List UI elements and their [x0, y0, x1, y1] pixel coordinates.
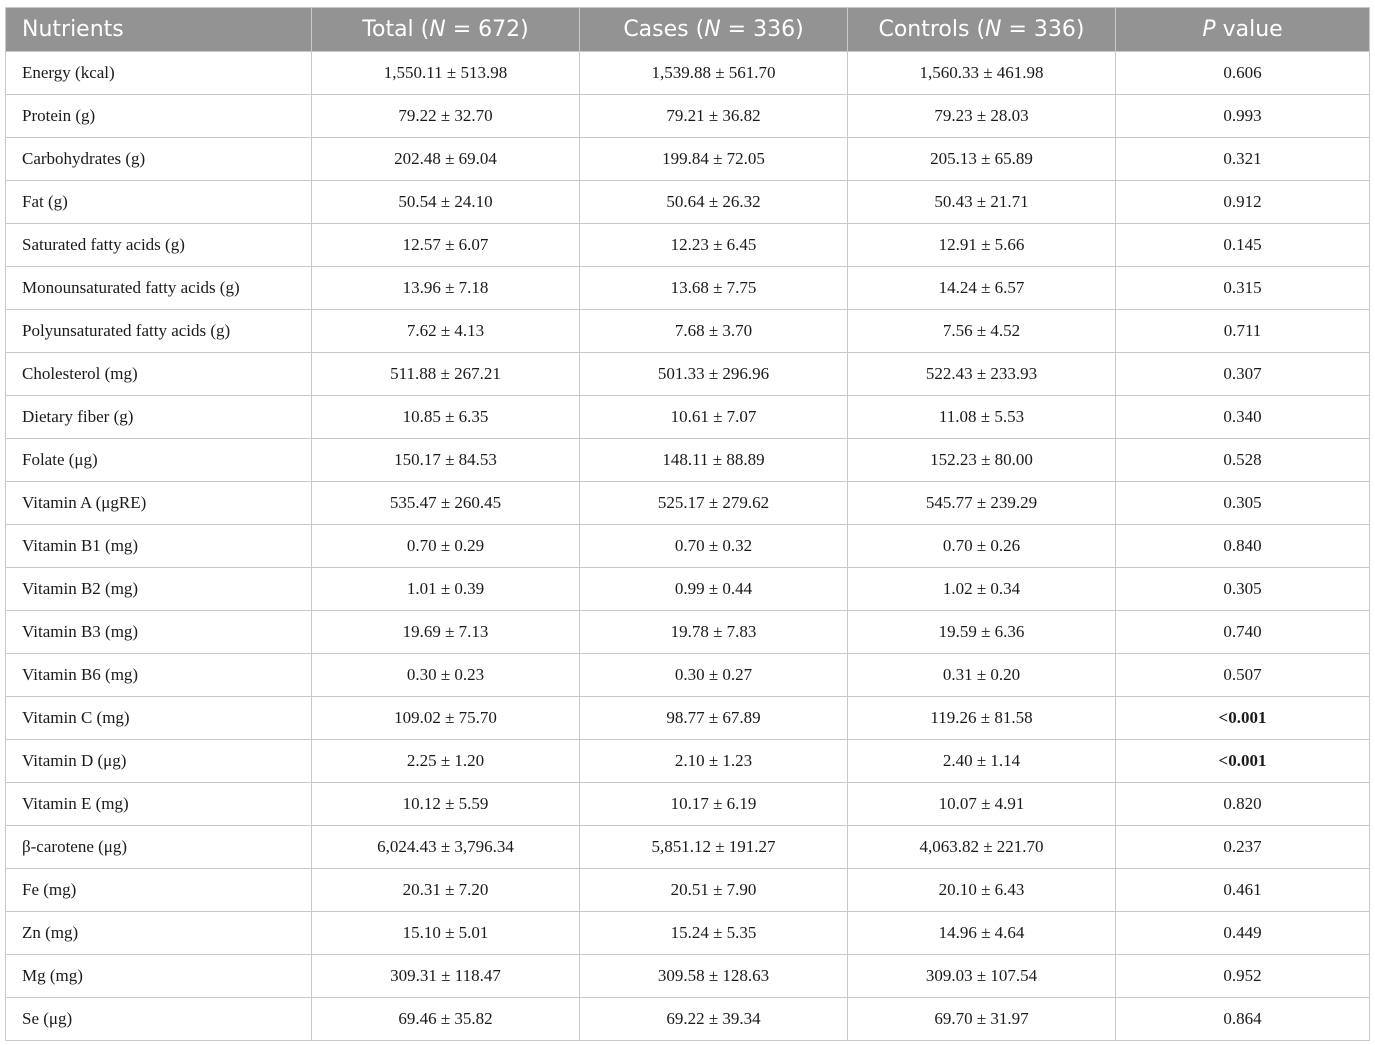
- p-value-cell: 0.864: [1116, 998, 1370, 1041]
- p-value-cell: 0.528: [1116, 439, 1370, 482]
- cases-cell: 10.17 ± 6.19: [580, 783, 848, 826]
- total-cell: 2.25 ± 1.20: [312, 740, 580, 783]
- nutrient-name-cell: β-carotene (μg): [6, 826, 312, 869]
- controls-cell: 19.59 ± 6.36: [848, 611, 1116, 654]
- nutrient-name-cell: Cholesterol (mg): [6, 353, 312, 396]
- header-total-n: N: [429, 17, 446, 42]
- cases-cell: 20.51 ± 7.90: [580, 869, 848, 912]
- p-value-cell: 0.307: [1116, 353, 1370, 396]
- total-cell: 50.54 ± 24.10: [312, 181, 580, 224]
- total-cell: 1.01 ± 0.39: [312, 568, 580, 611]
- controls-cell: 0.70 ± 0.26: [848, 525, 1116, 568]
- controls-cell: 119.26 ± 81.58: [848, 697, 1116, 740]
- header-total: [312, 8, 580, 52]
- header-cases: [580, 8, 848, 52]
- p-value-cell: 0.449: [1116, 912, 1370, 955]
- total-cell: 109.02 ± 75.70: [312, 697, 580, 740]
- cases-cell: 0.30 ± 0.27: [580, 654, 848, 697]
- nutrients-table: [5, 7, 1370, 1041]
- p-value-cell: 0.840: [1116, 525, 1370, 568]
- cases-cell: 0.70 ± 0.32: [580, 525, 848, 568]
- cases-cell: 98.77 ± 67.89: [580, 697, 848, 740]
- table-row: [6, 955, 1370, 998]
- nutrient-name-cell: Carbohydrates (g): [6, 138, 312, 181]
- total-cell: 511.88 ± 267.21: [312, 353, 580, 396]
- table-row: [6, 697, 1370, 740]
- cases-cell: 199.84 ± 72.05: [580, 138, 848, 181]
- controls-cell: 4,063.82 ± 221.70: [848, 826, 1116, 869]
- total-cell: 20.31 ± 7.20: [312, 869, 580, 912]
- table-row: [6, 267, 1370, 310]
- controls-cell: 69.70 ± 31.97: [848, 998, 1116, 1041]
- p-value-cell: 0.340: [1116, 396, 1370, 439]
- table-row: [6, 568, 1370, 611]
- table-row: [6, 611, 1370, 654]
- cases-cell: 79.21 ± 36.82: [580, 95, 848, 138]
- cases-cell: 5,851.12 ± 191.27: [580, 826, 848, 869]
- p-value-cell: 0.305: [1116, 482, 1370, 525]
- nutrient-name-cell: Vitamin A (μgRE): [6, 482, 312, 525]
- controls-cell: 79.23 ± 28.03: [848, 95, 1116, 138]
- nutrient-name-cell: Vitamin B3 (mg): [6, 611, 312, 654]
- controls-cell: 50.43 ± 21.71: [848, 181, 1116, 224]
- controls-cell: 7.56 ± 4.52: [848, 310, 1116, 353]
- cases-cell: 2.10 ± 1.23: [580, 740, 848, 783]
- p-value-cell: 0.993: [1116, 95, 1370, 138]
- controls-cell: 152.23 ± 80.00: [848, 439, 1116, 482]
- total-cell: 15.10 ± 5.01: [312, 912, 580, 955]
- total-cell: 7.62 ± 4.13: [312, 310, 580, 353]
- nutrient-name-cell: Vitamin B1 (mg): [6, 525, 312, 568]
- table-row: [6, 181, 1370, 224]
- table-row: [6, 138, 1370, 181]
- table-row: [6, 869, 1370, 912]
- cases-cell: 12.23 ± 6.45: [580, 224, 848, 267]
- controls-cell: 1,560.33 ± 461.98: [848, 52, 1116, 95]
- header-nutrients: [6, 8, 312, 52]
- nutrient-name-cell: Vitamin C (mg): [6, 697, 312, 740]
- controls-cell: 1.02 ± 0.34: [848, 568, 1116, 611]
- nutrient-name-cell: Mg (mg): [6, 955, 312, 998]
- total-cell: 69.46 ± 35.82: [312, 998, 580, 1041]
- p-value-cell: 0.315: [1116, 267, 1370, 310]
- cases-cell: 19.78 ± 7.83: [580, 611, 848, 654]
- header-row: [6, 8, 1370, 52]
- header-controls-n: N: [985, 17, 1002, 42]
- p-value-cell: 0.321: [1116, 138, 1370, 181]
- cases-cell: 501.33 ± 296.96: [580, 353, 848, 396]
- p-value-cell: 0.507: [1116, 654, 1370, 697]
- nutrient-name-cell: Fe (mg): [6, 869, 312, 912]
- cases-cell: 15.24 ± 5.35: [580, 912, 848, 955]
- p-value-cell: 0.740: [1116, 611, 1370, 654]
- p-value-cell: 0.305: [1116, 568, 1370, 611]
- table-row: [6, 912, 1370, 955]
- p-value-cell: <0.001: [1116, 740, 1370, 783]
- total-cell: 13.96 ± 7.18: [312, 267, 580, 310]
- table-row: [6, 353, 1370, 396]
- table-row: [6, 654, 1370, 697]
- nutrient-name-cell: Vitamin E (mg): [6, 783, 312, 826]
- p-value-cell: 0.237: [1116, 826, 1370, 869]
- header-cases-post: = 336): [720, 17, 804, 42]
- controls-cell: 11.08 ± 5.53: [848, 396, 1116, 439]
- header-total-pre: Total (: [362, 17, 430, 42]
- p-value-cell: 0.606: [1116, 52, 1370, 95]
- cases-cell: 13.68 ± 7.75: [580, 267, 848, 310]
- cases-cell: 309.58 ± 128.63: [580, 955, 848, 998]
- total-cell: 10.85 ± 6.35: [312, 396, 580, 439]
- header-controls-pre: Controls (: [878, 17, 986, 42]
- p-value-cell: 0.461: [1116, 869, 1370, 912]
- nutrient-name-cell: Energy (kcal): [6, 52, 312, 95]
- table-row: [6, 95, 1370, 138]
- table-row: [6, 52, 1370, 95]
- cases-cell: 1,539.88 ± 561.70: [580, 52, 848, 95]
- cases-cell: 69.22 ± 39.34: [580, 998, 848, 1041]
- p-value-cell: <0.001: [1116, 697, 1370, 740]
- controls-cell: 14.24 ± 6.57: [848, 267, 1116, 310]
- p-value-cell: 0.711: [1116, 310, 1370, 353]
- p-value-cell: 0.952: [1116, 955, 1370, 998]
- header-p-letter: P: [1202, 17, 1216, 42]
- total-cell: 0.30 ± 0.23: [312, 654, 580, 697]
- table-row: [6, 826, 1370, 869]
- table-row: [6, 783, 1370, 826]
- nutrient-name-cell: Monounsaturated fatty acids (g): [6, 267, 312, 310]
- nutrient-name-cell: Saturated fatty acids (g): [6, 224, 312, 267]
- nutrient-name-cell: Zn (mg): [6, 912, 312, 955]
- controls-cell: 205.13 ± 65.89: [848, 138, 1116, 181]
- total-cell: 19.69 ± 7.13: [312, 611, 580, 654]
- table-row: [6, 525, 1370, 568]
- cases-cell: 148.11 ± 88.89: [580, 439, 848, 482]
- total-cell: 79.22 ± 32.70: [312, 95, 580, 138]
- nutrient-name-cell: Folate (μg): [6, 439, 312, 482]
- p-value-cell: 0.912: [1116, 181, 1370, 224]
- header-controls-post: = 336): [1001, 17, 1085, 42]
- table-row: [6, 482, 1370, 525]
- total-cell: 12.57 ± 6.07: [312, 224, 580, 267]
- controls-cell: 20.10 ± 6.43: [848, 869, 1116, 912]
- table-row: [6, 310, 1370, 353]
- controls-cell: 2.40 ± 1.14: [848, 740, 1116, 783]
- nutrient-name-cell: Polyunsaturated fatty acids (g): [6, 310, 312, 353]
- total-cell: 535.47 ± 260.45: [312, 482, 580, 525]
- total-cell: 0.70 ± 0.29: [312, 525, 580, 568]
- controls-cell: 0.31 ± 0.20: [848, 654, 1116, 697]
- controls-cell: 309.03 ± 107.54: [848, 955, 1116, 998]
- controls-cell: 522.43 ± 233.93: [848, 353, 1116, 396]
- cases-cell: 7.68 ± 3.70: [580, 310, 848, 353]
- cases-cell: 50.64 ± 26.32: [580, 181, 848, 224]
- controls-cell: 12.91 ± 5.66: [848, 224, 1116, 267]
- total-cell: 202.48 ± 69.04: [312, 138, 580, 181]
- header-p-post: value: [1215, 17, 1283, 42]
- controls-cell: 545.77 ± 239.29: [848, 482, 1116, 525]
- table-row: [6, 998, 1370, 1041]
- total-cell: 309.31 ± 118.47: [312, 955, 580, 998]
- header-cases-pre: Cases (: [623, 17, 705, 42]
- nutrient-name-cell: Vitamin B6 (mg): [6, 654, 312, 697]
- table-header: [6, 8, 1370, 52]
- table-row: [6, 224, 1370, 267]
- header-cases-n: N: [704, 17, 721, 42]
- nutrient-name-cell: Se (μg): [6, 998, 312, 1041]
- cases-cell: 0.99 ± 0.44: [580, 568, 848, 611]
- nutrient-name-cell: Vitamin B2 (mg): [6, 568, 312, 611]
- header-p-value: [1116, 8, 1370, 52]
- header-controls: [848, 8, 1116, 52]
- nutrient-name-cell: Fat (g): [6, 181, 312, 224]
- p-value-cell: 0.145: [1116, 224, 1370, 267]
- total-cell: 10.12 ± 5.59: [312, 783, 580, 826]
- total-cell: 6,024.43 ± 3,796.34: [312, 826, 580, 869]
- controls-cell: 10.07 ± 4.91: [848, 783, 1116, 826]
- table-row: [6, 439, 1370, 482]
- table-row: [6, 740, 1370, 783]
- total-cell: 1,550.11 ± 513.98: [312, 52, 580, 95]
- cases-cell: 10.61 ± 7.07: [580, 396, 848, 439]
- nutrient-name-cell: Vitamin D (μg): [6, 740, 312, 783]
- total-cell: 150.17 ± 84.53: [312, 439, 580, 482]
- p-value-cell: 0.820: [1116, 783, 1370, 826]
- nutrient-name-cell: Dietary fiber (g): [6, 396, 312, 439]
- table-body: [6, 52, 1370, 1041]
- table-row: [6, 396, 1370, 439]
- controls-cell: 14.96 ± 4.64: [848, 912, 1116, 955]
- cases-cell: 525.17 ± 279.62: [580, 482, 848, 525]
- header-total-post: = 672): [445, 17, 529, 42]
- header-nutrients-label: Nutrients: [22, 17, 124, 42]
- nutrient-name-cell: Protein (g): [6, 95, 312, 138]
